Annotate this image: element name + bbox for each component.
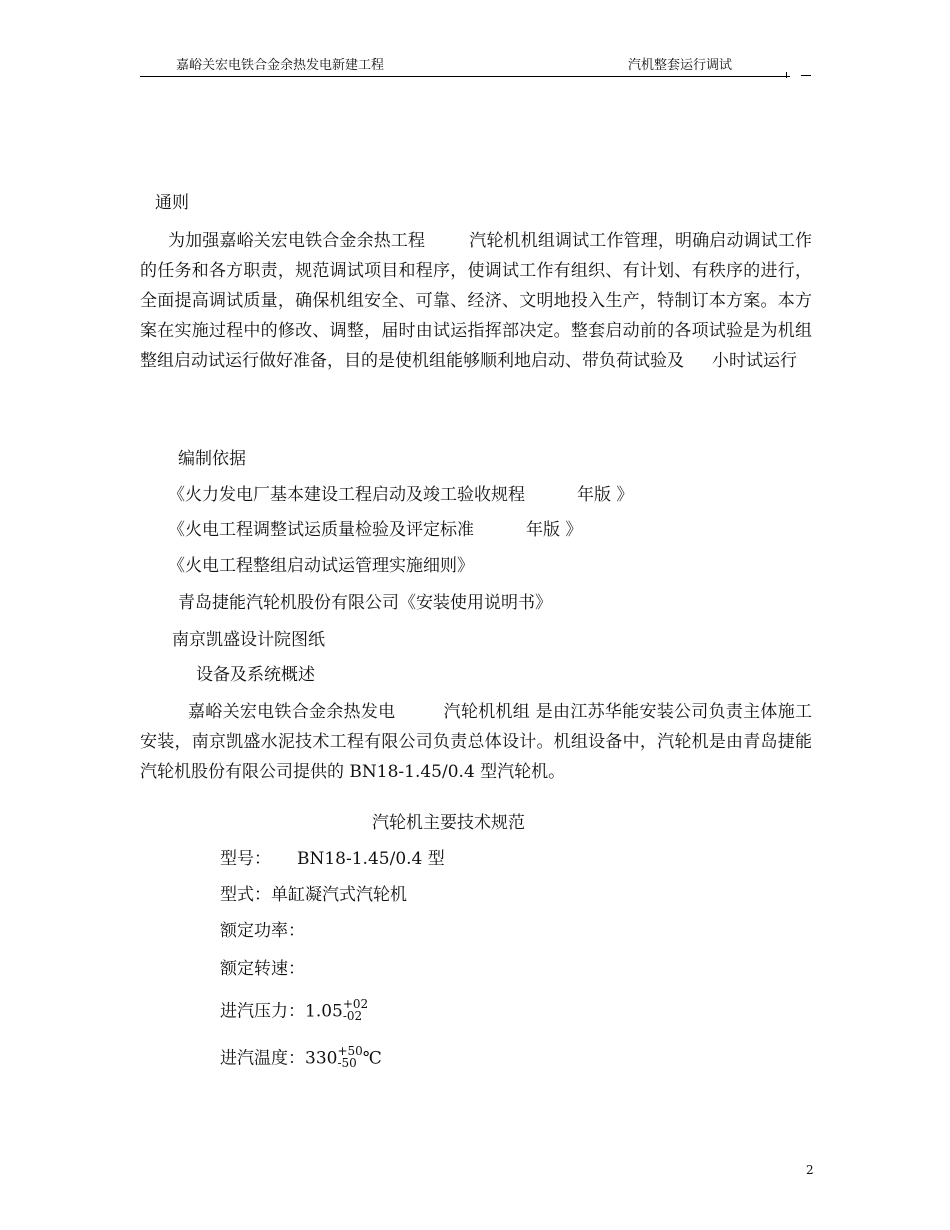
page-number: 2: [806, 1163, 814, 1177]
header-doc-title: 汽机整套运行调试: [628, 58, 733, 73]
spec-temperature: 进汽温度：330 +50 -50 ℃: [220, 1044, 382, 1070]
paragraph-general-part-c: 小时试运行: [712, 351, 797, 371]
spec-power: 额定功率：: [220, 921, 305, 941]
paragraph-overview: [140, 697, 812, 787]
header-rule: [140, 76, 790, 77]
paragraph-general-part-a: 为加强嘉峪关宏电铁合金余热工程: [168, 231, 426, 251]
spec-pressure: 进汽压力：1.05 +02 -02: [220, 997, 369, 1023]
header-project-title: 嘉峪关宏电铁合金余热发电新建工程: [176, 58, 385, 73]
basis-item-1: 《火力发电厂基本建设工程启动及竣工验收规程 年版 》: [168, 485, 634, 505]
header-rule-dash: [801, 75, 811, 76]
section-title-general: 通则: [155, 193, 189, 213]
spec-speed: 额定转速：: [220, 959, 305, 979]
paragraph-overview-part-b: 汽轮机机组 是由江苏华能安装公司负责主体施工安装，南京凯盛水泥技术工程有限公司负责总体设计。机组设备中，汽轮机是由青岛捷能汽轮机股份有限公司提供的 BN18-1.45/0.4 型汽轮机。: [140, 702, 813, 782]
basis-item-4: 青岛捷能汽轮机股份有限公司《安装使用说明书》: [178, 593, 552, 613]
section-title-basis: 编制依据: [178, 449, 246, 469]
header-rule-tick: [786, 72, 787, 78]
spec-type: 型式：单缸凝汽式汽轮机: [220, 885, 407, 905]
paragraph-overview-part-a: 嘉峪关宏电铁合金余热发电: [188, 702, 396, 722]
paragraph-general-part-b: 汽轮机机组调试工作管理，明确启动调试工作的任务和各方职责，规范调试项目和程序，使调试工作有组织、有计划、有秩序的进行，全面提高调试质量，确保机组安全、可靠、经济、文明地投入生产，特制订本方案。本方案在实施过程中的修改、调整，届时由试运指挥部决定。整套启动前的各项试验是为机组整组启动试运行做好准备，目的是使机组能够顺利地启动、带负荷试验及: [140, 231, 813, 371]
section-title-overview: 设备及系统概述: [196, 665, 315, 685]
basis-item-5: 南京凯盛设计院图纸: [172, 630, 325, 650]
spec-model: 型号： BN18-1.45/0.4 型: [220, 849, 445, 869]
specs-title: 汽轮机主要技术规范: [372, 813, 525, 833]
basis-item-3: 《火电工程整组启动试运管理实施细则》: [168, 556, 474, 576]
basis-item-2: 《火电工程调整试运质量检验及评定标准 年版 》: [168, 520, 583, 540]
paragraph-general: [140, 226, 812, 376]
pressure-tolerance: +02 -02: [342, 997, 369, 1023]
temperature-tolerance: +50 -50: [337, 1044, 363, 1070]
